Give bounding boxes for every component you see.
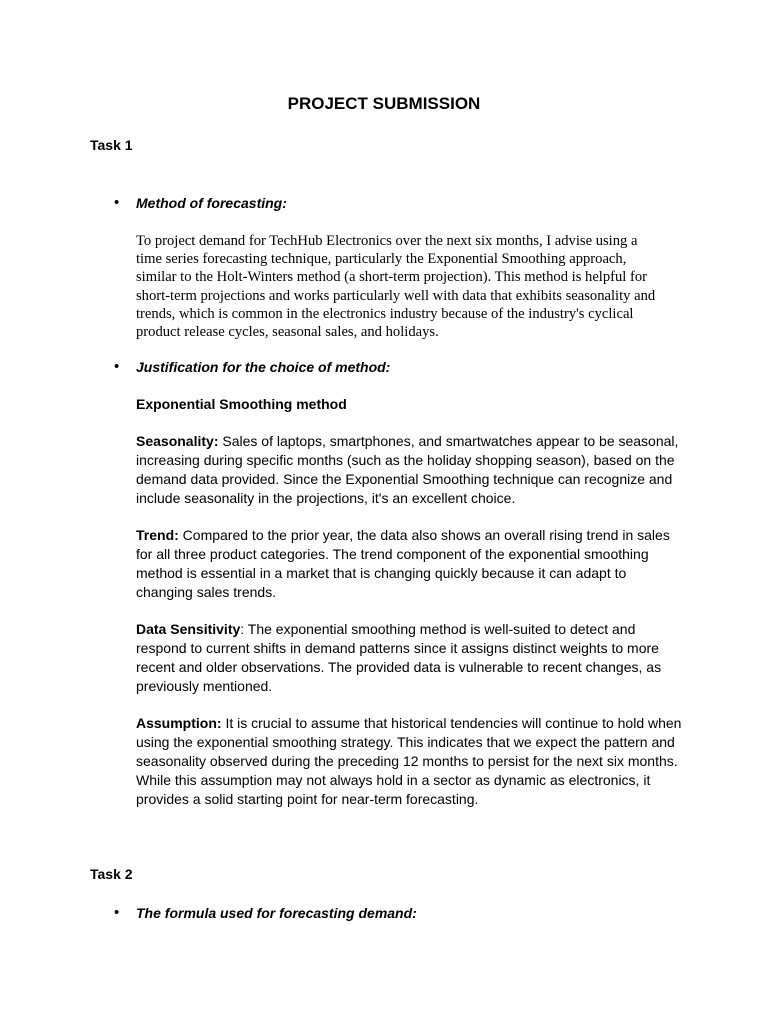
paragraph-line: demand data provided. Since the Exponential Smoothing technique can recognize and bbox=[136, 471, 673, 487]
method-paragraph bbox=[136, 232, 696, 341]
paragraph-line: method is essential in a market that is changing quickly because it can adapt to bbox=[136, 565, 627, 581]
paragraph-line: time series forecasting technique, particularly the Exponential Smoothing approach, bbox=[136, 251, 627, 268]
data-sensitivity-paragraph bbox=[136, 620, 696, 696]
trend-paragraph bbox=[136, 526, 696, 602]
trend-term: Trend: bbox=[136, 527, 179, 543]
seasonality-term: Seasonality: bbox=[136, 433, 219, 449]
paragraph-line: respond to current shifts in demand patterns since it assigns distinct weights to more bbox=[136, 640, 659, 656]
data-sensitivity-term: Data Sensitivity bbox=[136, 621, 241, 637]
paragraph-line: similar to the Holt-Winters method (a short-term projection). This method is helpful for bbox=[136, 269, 648, 286]
paragraph-line: Sales of laptops, smartphones, and smartwatches appear to be seasonal, bbox=[218, 433, 679, 449]
formula-label: The formula used for forecasting demand: bbox=[136, 905, 417, 921]
paragraph-line: previously mentioned. bbox=[136, 678, 273, 694]
paragraph-line: It is crucial to assume that historical tendencies will continue to hold when bbox=[221, 715, 682, 731]
paragraph-line: product release cycles, seasonal sales, and holidays. bbox=[136, 324, 439, 341]
paragraph-line: provides a solid starting point for near-term forecasting. bbox=[136, 791, 479, 807]
justification-label: Justification for the choice of method: bbox=[136, 359, 391, 375]
paragraph-line: using the exponential smoothing strategy. This indicates that we expect the pattern and bbox=[136, 734, 675, 750]
task-2-heading: Task 2 bbox=[90, 866, 133, 882]
paragraph-line: for all three product categories. The trend component of the exponential smoothing bbox=[136, 546, 649, 562]
paragraph-line: short-term projections and works particularly well with data that exhibits seasonality and bbox=[136, 287, 656, 304]
method-of-forecasting-label: Method of forecasting: bbox=[136, 195, 287, 211]
exponential-smoothing-subheading: Exponential Smoothing method bbox=[136, 396, 347, 412]
bullet-icon: • bbox=[114, 358, 120, 375]
assumption-paragraph bbox=[136, 714, 696, 809]
paragraph-line: increasing during specific months (such as the holiday shopping season), based on the bbox=[136, 452, 675, 468]
paragraph-line: Compared to the prior year, the data also shows an overall rising trend in sales bbox=[178, 527, 670, 543]
paragraph-line: To project demand for TechHub Electronics over the next six months, I advise using a bbox=[136, 233, 638, 249]
task-1-heading: Task 1 bbox=[90, 137, 133, 153]
seasonality-paragraph bbox=[136, 432, 696, 508]
assumption-term: Assumption: bbox=[136, 715, 222, 731]
page-title: PROJECT SUBMISSION bbox=[287, 94, 481, 113]
paragraph-line: recent and older observations. The provided data is vulnerable to recent changes, as bbox=[136, 659, 662, 675]
paragraph-line: : The exponential smoothing method is well-suited to detect and bbox=[240, 621, 636, 637]
paragraph-line: include seasonality in the projections, it's an excellent choice. bbox=[136, 490, 516, 506]
paragraph-line: seasonality observed during the preceding 12 months to persist for the next six months. bbox=[136, 753, 678, 769]
paragraph-line: While this assumption may not always hold in a sector as dynamic as electronics, it bbox=[136, 772, 651, 788]
paragraph-line: changing sales trends. bbox=[136, 584, 277, 600]
bullet-icon: • bbox=[114, 904, 120, 921]
bullet-icon: • bbox=[114, 194, 120, 211]
paragraph-line: trends, which is common in the electronics industry because of the industry's cyclical bbox=[136, 305, 634, 322]
